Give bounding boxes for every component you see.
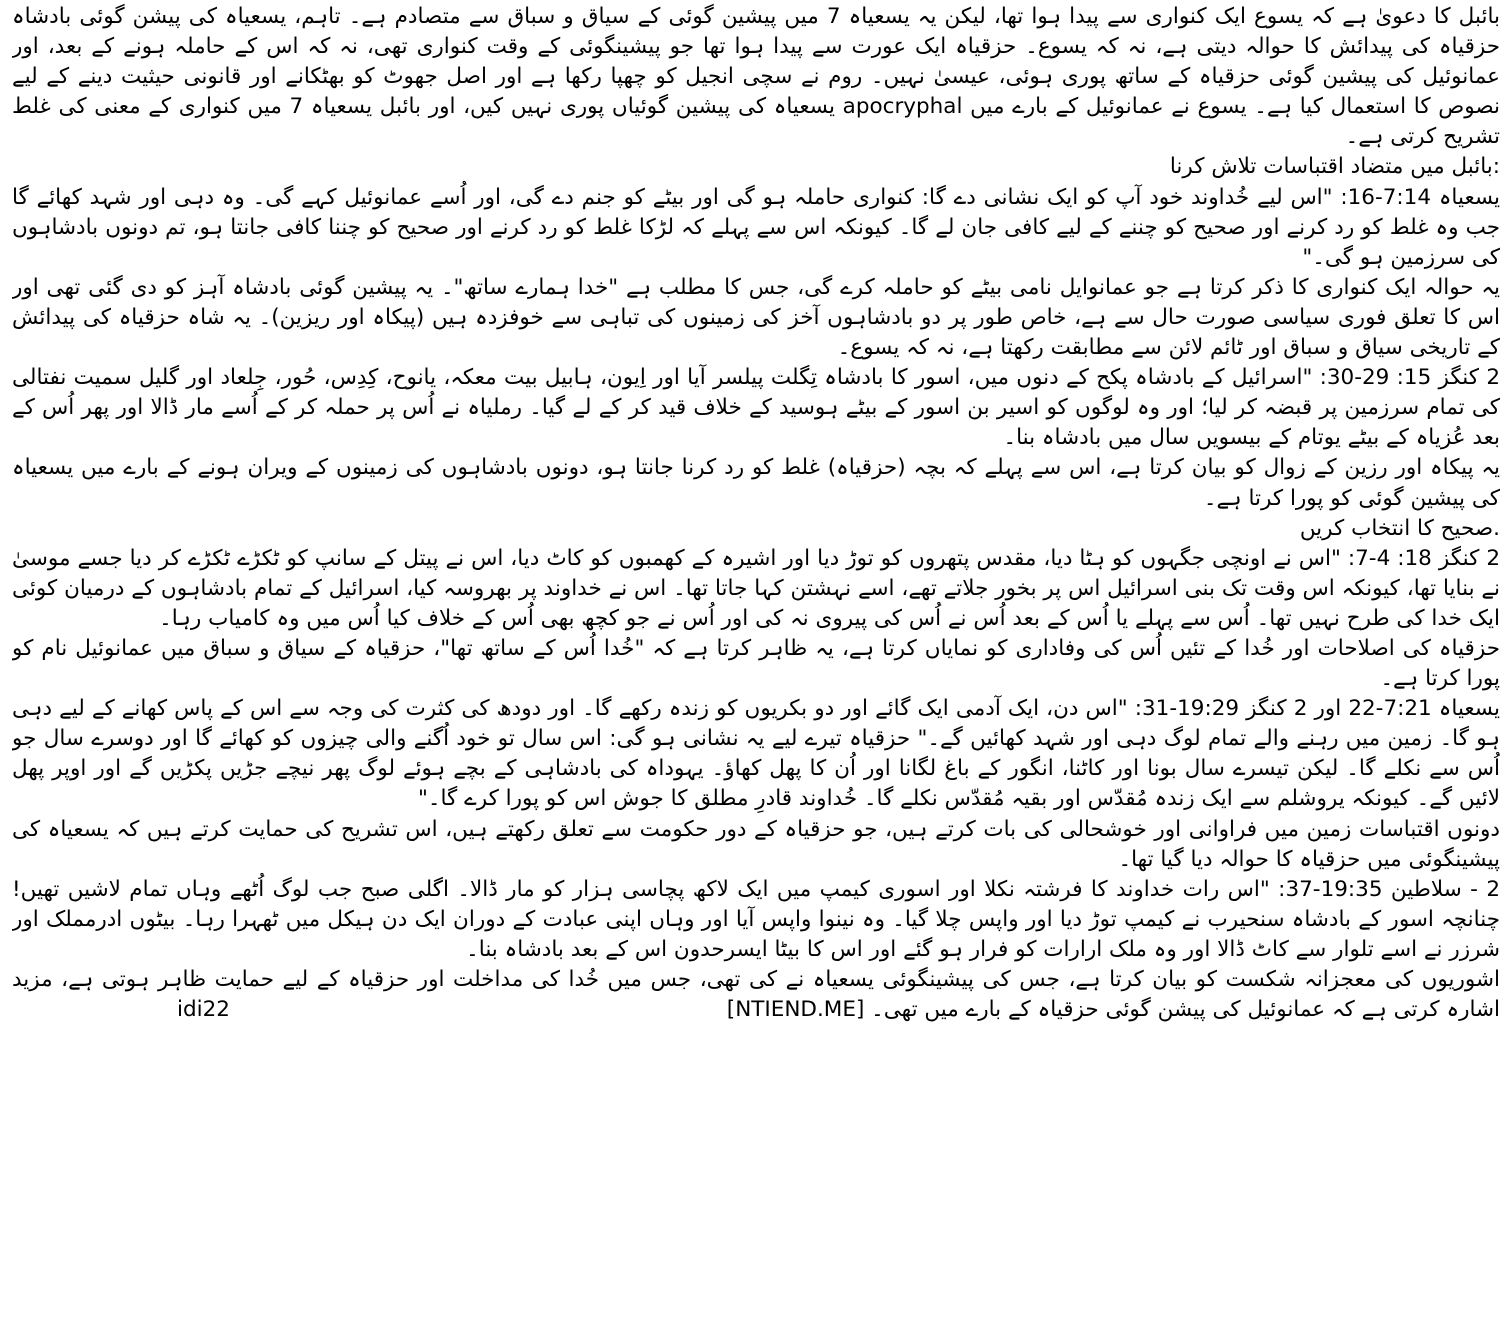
paragraph-intro: بائبل کا دعویٰ ہے کہ یسوع ایک کنواری سے پیدا ہوا تھا، لیکن یہ یسعیاہ 7 میں پیشین گوئی کے سیاق و سباق سے متصادم ہے۔ تاہم، یسعیاہ کی پیشن گوئی بادشاہ حزقیاہ کی پیدائش کا حوالہ دیتی ہے، نہ کہ یسوع۔ حزقیاہ ایک عورت سے پیدا ہوا تھا جو پیشینگوئی کے وقت کنواری تھی، نہ کہ اس کے حاملہ ہونے کے بعد، اور عمانوئیل کی پیشین گوئی حزقیاہ کے ساتھ پوری ہوئی، عیسیٰ نہیں۔ روم نے سچی انجیل کو چھپا رکھا ہے اور اصل جھوٹ کو بھٹکانے اور قانونی حیثیت دینے کے لیے نصوص کا استعمال کیا ہے۔ یسوع نے عمانوئیل کے بارے میں apocryphal یسعیاہ کی پیشین گوئیاں پوری نہیں کیں، اور بائبل یسعیاہ 7 میں کنواری کے معنی کی غلط تشریح کرتی ہے۔ bbox=[12, 4, 1500, 150]
closing-block bbox=[12, 965, 1500, 1025]
paragraph-2-kings-15: 2 کنگز 15: 29-30: "اسرائیل کے بادشاہ پکح کے دنوں میں، اسور کا بادشاہ تِگلت پیلسر آیا اور اِیون، ہابیل بیت معکہ، یانوح، کِدِس، حُور، جِلعاد اور گلیل سمیت نفتالی کی تمام سرزمین پر قبضہ کر لیا؛ اور وہ لوگوں کو اسیر بن اسور کے بیٹے ہوسید کے خلاف قید کر کے لے گیا۔ رملیاہ نے اُس پر حملہ کر کے اُسے مار ڈالا اور پھر اُس کے بعد عُزیاہ کے بیٹے یوتام کے بیسویں سال میں بادشاہ بنا۔ bbox=[12, 365, 1500, 451]
paragraph-isaiah-7-14: یسعیاہ 7:14-16: "اس لیے خُداوند خود آپ کو ایک نشانی دے گا: کنواری حاملہ ہو گی اور بیٹے کو جنم دے گی، اور اُسے عمانوئیل کہے گی۔ وہ دہی اور شہد کھائے گا جب وہ غلط کو رد کرنے اور صحیح کو چننے کے لیے کافی جان لے گا۔ کیونکہ اس سے پہلے کہ لڑکا غلط کو رد کرنے اور صحیح کو چننا کافی جانتا ہو، تم دونوں بادشاہوں کی سرزمین ہو گی۔" bbox=[12, 184, 1500, 270]
paragraph-2-kings-18: 2 کنگز 18: 4-7: "اس نے اونچی جگہوں کو ہٹا دیا، مقدس پتھروں کو توڑ دیا اور اشیرہ کے کھمبوں کو کاٹ دیا، اس نے پیتل کے سانپ کو ٹکڑے ٹکڑے کر دیا جسے موسیٰ نے بنایا تھا، کیونکہ اس وقت تک بنی اسرائیل اس پر بخور جلاتے تھے، اسے نہشتن کہا جاتا تھا۔ اس نے خداوند پر بھروسہ کیا، اسرائیل کے تمام بادشاہوں کے درمیان کوئی ایک خدا کی طرح نہیں تھا۔ اُس سے پہلے یا اُس کے بعد اُس نے اُس کی پیروی نہ کی اور اُس نے جو کچھ بھی اُس کے خلاف کیا اُس میں وہ کامیاب رہا۔ bbox=[12, 545, 1500, 631]
heading-contradictory-passages: :بائبل میں متضاد اقتباسات تلاش کرنا bbox=[1169, 154, 1500, 180]
paragraph-commentary-pekah: یہ پیکاہ اور رزین کے زوال کو بیان کرتا ہے، اس سے پہلے کہ بچہ (حزقیاہ) غلط کو رد کرنا جانتا ہو، دونوں بادشاہوں کی زمینوں کے ویران ہونے کے بارے میں یسعیاہ کی پیشین گوئی کو پورا کرتا ہے۔ bbox=[12, 455, 1500, 511]
heading-choose-right: .صحیح کا انتخاب کریں bbox=[1299, 515, 1500, 541]
paragraph-isaiah-7-21: یسعیاہ 7:21-22 اور 2 کنگز 19:29-31: "اس دن، ایک آدمی ایک گائے اور دو بکریوں کو زندہ رکھے گا۔ اور دودھ کی کثرت کی وجہ سے اس کے پاس کھانے کے لیے دہی ہو گا۔ زمین میں رہنے والے تمام لوگ دہی اور شہد کھائیں گے۔" حزقیاہ تیرے لیے یہ نشانی ہو گی: اس سال تو خود اُگنے والی چیزوں کو کھائے گا اور دوسرے سال جو اُس سے نکلے گا۔ لیکن تیسرے سال بونا اور کاٹنا، انگور کے باغ لگانا اور اُن کا پھل کھاؤ۔ یہوداہ کی بادشاہی کے بچے ہوئے لوگ پھر نیچے جڑیں پکڑیں گے اور اوپر پھل لائیں گے۔ کیونکہ یروشلم سے ایک زندہ مُقدّس اور بقیہ مُقدّس نکلے گا۔ خُداوند قادرِ مطلق کا جوش اس کو پورا کرے گا۔" bbox=[12, 696, 1500, 812]
document-page bbox=[12, 2, 1500, 1324]
paragraph-commentary-reforms: حزقیاہ کی اصلاحات اور خُدا کے تئیں اُس کی وفاداری کو نمایاں کرتا ہے، یہ ظاہر کرتا ہے کہ "خُدا اُس کے ساتھ تھا"، حزقیاہ کے سیاق و سباق میں عمانوئیل نام کو پورا کرتا ہے۔ bbox=[12, 635, 1500, 692]
paragraph-conclusion: اشوریوں کی معجزانہ شکست کو بیان کرتا ہے، جس کی پیشینگوئی یسعیاہ نے کی تھی، جس میں خُدا کی مداخلت اور حزقیاہ کے لیے حمایت ظاہر ہوتی ہے، مزید اشارہ کرتی ہے کہ عمانوئیل کی پیشن گوئی حزقیاہ کے بارے میں تھی۔ [NTIEND.ME] bbox=[12, 967, 1500, 1023]
watermark-signature: idi22 bbox=[177, 997, 230, 1023]
paragraph-commentary-ahaz: یہ حوالہ ایک کنواری کا ذکر کرتا ہے جو عمانوایل نامی بیٹے کو حاملہ کرے گی، جس کا مطلب ہے "خدا ہمارے ساتھ"۔ یہ پیشین گوئی بادشاہ آہز کو دی گئی تھی اور اس کا تعلق فوری سیاسی صورت حال سے ہے، خاص طور پر دو بادشاہوں آخز کی زمینوں کی تباہی سے خوفزدہ ہیں (پیکاہ اور ریزین)۔ یہ شاہ حزقیاہ کی پیدائش کے تاریخی سیاق و سباق اور ٹائم لائن سے مطابقت رکھتا ہے، نہ کہ یسوع۔ bbox=[12, 274, 1500, 361]
paragraph-2-kings-19-35: 2 - سلاطین 19:35-37: "اس رات خداوند کا فرشتہ نکلا اور اسوری کیمپ میں ایک لاکھ پچاسی ہزار کو مار ڈالا۔ اگلی صبح جب لوگ اُٹھے وہاں تمام لاشیں تھیں! چنانچہ اسور کے بادشاہ سنحیرب نے کیمپ توڑ دیا اور واپس چلا گیا۔ وہ نینوا واپس آیا اور وہاں اپنی عبادت کے دوران ایک دن ہیکل میں ٹھہرا رہا۔ بیٹوں ادرمملک اور شرزر نے اسے تلوار سے کاٹ ڈالا اور وہ ملک ارارات کو فرار ہو گئے اور اس کا بیٹا ایسرحدون اس کے بعد بادشاہ بنا۔ bbox=[12, 876, 1500, 962]
paragraph-commentary-abundance: دونوں اقتباسات زمین میں فراوانی اور خوشحالی کی بات کرتے ہیں، جو حزقیاہ کے دور حکومت سے تعلق رکھتے ہیں، اس تشریح کی حمایت کرتے ہیں کہ یسعیاہ کی پیشینگوئی میں حزقیاہ کا حوالہ دیا گیا تھا۔ bbox=[12, 816, 1500, 872]
